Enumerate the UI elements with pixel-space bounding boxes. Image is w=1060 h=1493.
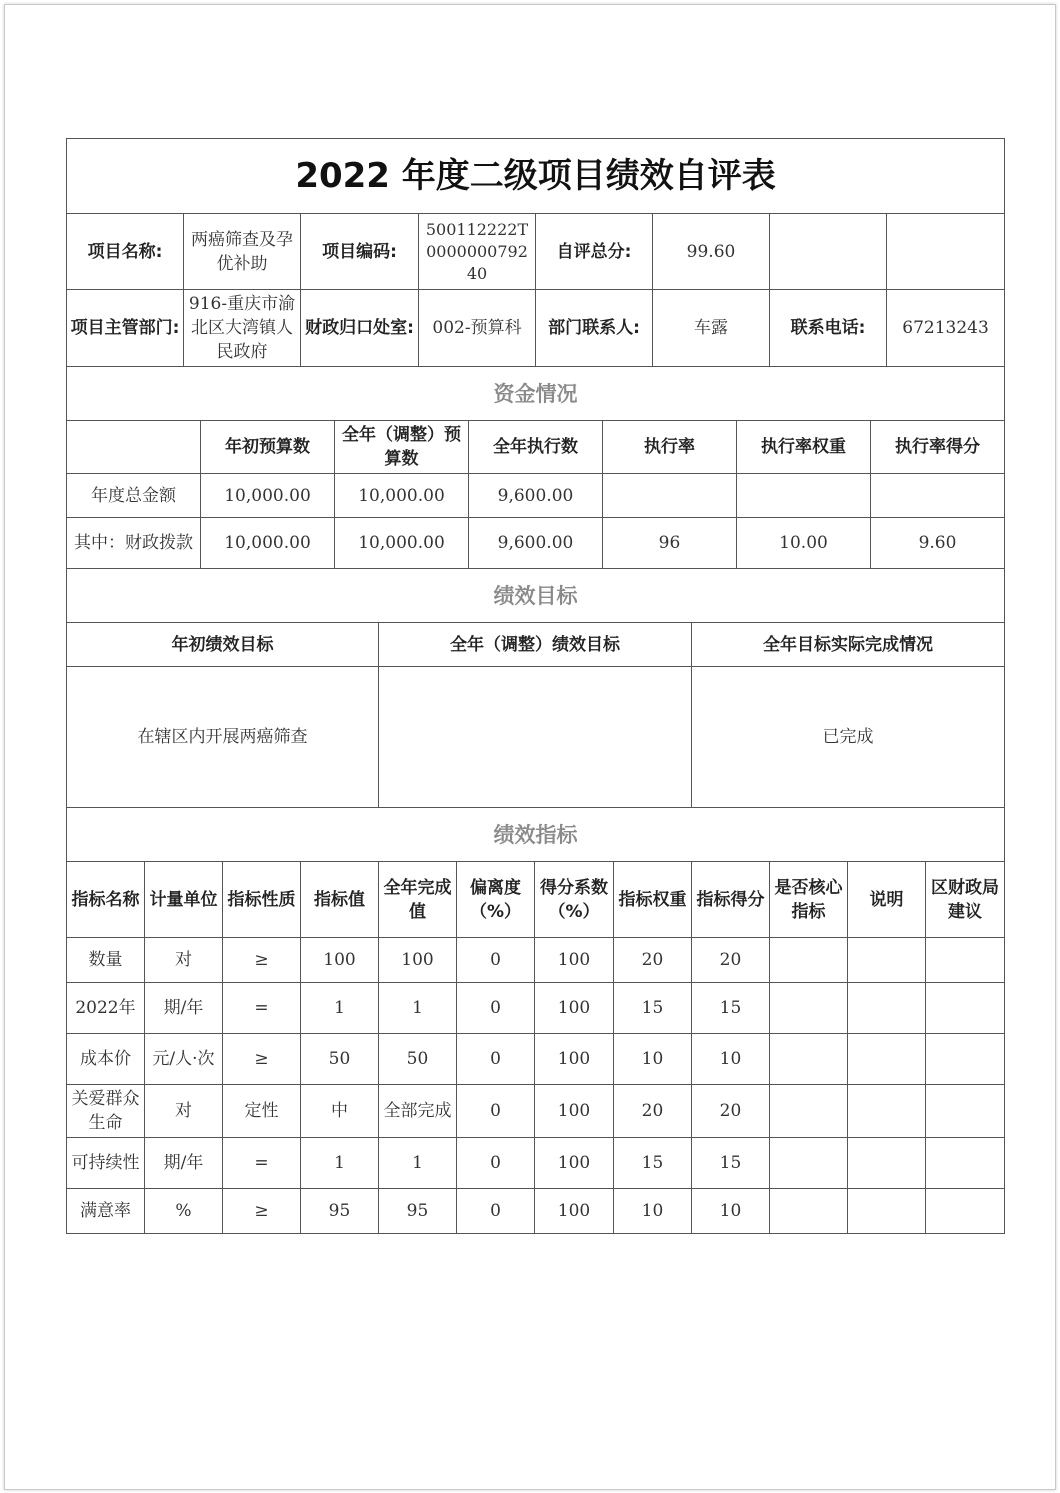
indicator-name: 可持续性 xyxy=(67,1138,145,1189)
indicator-deviation: 0 xyxy=(457,938,535,983)
adjusted-goal xyxy=(379,667,692,808)
indicator-unit: 对 xyxy=(145,1085,223,1138)
indicator-core xyxy=(770,1034,848,1085)
initial-goal: 在辖区内开展两癌筛查 xyxy=(67,667,379,808)
indicator-note xyxy=(848,1085,926,1138)
indicator-header: 指标得分 xyxy=(692,862,770,938)
goals-section-title: 绩效目标 xyxy=(67,569,1005,623)
funds-adjusted: 10,000.00 xyxy=(335,518,469,569)
indicator-target: 1 xyxy=(301,1138,379,1189)
indicator-weight: 10 xyxy=(614,1034,692,1085)
indicator-note xyxy=(848,938,926,983)
indicator-header: 是否核心指标 xyxy=(770,862,848,938)
indicator-deviation: 0 xyxy=(457,1085,535,1138)
funds-adjusted: 10,000.00 xyxy=(335,474,469,518)
dept-value: 916-重庆市渝北区大湾镇人民政府 xyxy=(184,290,301,367)
funds-header: 全年执行数 xyxy=(469,421,603,474)
funds-header: 年初预算数 xyxy=(201,421,335,474)
empty-cell xyxy=(770,214,887,290)
page-title: 2022 年度二级项目绩效自评表 xyxy=(67,139,1005,214)
goals-header: 全年目标实际完成情况 xyxy=(692,623,1005,667)
indicator-coef: 100 xyxy=(535,1189,614,1234)
indicator-target: 中 xyxy=(301,1085,379,1138)
dept-label: 项目主管部门: xyxy=(67,290,184,367)
indicator-target: 50 xyxy=(301,1034,379,1085)
indicator-name: 满意率 xyxy=(67,1189,145,1234)
contact-label: 部门联系人: xyxy=(536,290,653,367)
indicator-note xyxy=(848,983,926,1034)
project-name-label: 项目名称: xyxy=(67,214,184,290)
indicator-row xyxy=(67,1085,1005,1138)
indicator-core xyxy=(770,1138,848,1189)
indicator-header: 区财政局建议 xyxy=(926,862,1005,938)
funds-executed: 9,600.00 xyxy=(469,518,603,569)
indicator-advice xyxy=(926,1138,1005,1189)
indicator-row xyxy=(67,983,1005,1034)
indicator-actual: 50 xyxy=(379,1034,457,1085)
indicator-coef: 100 xyxy=(535,1085,614,1138)
indicator-header: 说明 xyxy=(848,862,926,938)
indicator-unit: 对 xyxy=(145,938,223,983)
funds-row-label: 年度总金额 xyxy=(67,474,201,518)
funds-initial: 10,000.00 xyxy=(201,518,335,569)
indicator-deviation: 0 xyxy=(457,1034,535,1085)
total-score-value: 99.60 xyxy=(653,214,770,290)
indicator-actual: 100 xyxy=(379,938,457,983)
finance-office-label: 财政归口处室: xyxy=(301,290,419,367)
indicator-advice xyxy=(926,1085,1005,1138)
indicator-name: 数量 xyxy=(67,938,145,983)
indicator-header: 指标名称 xyxy=(67,862,145,938)
indicator-score: 10 xyxy=(692,1189,770,1234)
indicator-target: 100 xyxy=(301,938,379,983)
indicator-score: 10 xyxy=(692,1034,770,1085)
funds-header: 执行率权重 xyxy=(737,421,871,474)
actual-completion: 已完成 xyxy=(692,667,1005,808)
indicators-section-title: 绩效指标 xyxy=(67,808,1005,862)
goals-table xyxy=(66,568,1005,808)
indicator-score: 20 xyxy=(692,938,770,983)
indicator-nature: ≥ xyxy=(223,1189,301,1234)
indicator-coef: 100 xyxy=(535,938,614,983)
indicator-header: 指标值 xyxy=(301,862,379,938)
indicator-coef: 100 xyxy=(535,983,614,1034)
funds-row xyxy=(67,518,1005,569)
indicator-weight: 15 xyxy=(614,983,692,1034)
phone-value: 67213243 xyxy=(887,290,1005,367)
funds-weight xyxy=(737,474,871,518)
goals-header: 全年（调整）绩效目标 xyxy=(379,623,692,667)
funds-section-title: 资金情况 xyxy=(67,367,1005,421)
indicator-nature: 定性 xyxy=(223,1085,301,1138)
empty-cell xyxy=(887,214,1005,290)
project-code-label: 项目编码: xyxy=(301,214,419,290)
indicator-header: 指标权重 xyxy=(614,862,692,938)
info-table xyxy=(66,138,1005,367)
funds-rate: 96 xyxy=(603,518,737,569)
indicator-header: 偏离度（%） xyxy=(457,862,535,938)
goals-header: 年初绩效目标 xyxy=(67,623,379,667)
indicator-advice xyxy=(926,983,1005,1034)
indicator-weight: 10 xyxy=(614,1189,692,1234)
funds-header: 全年（调整）预算数 xyxy=(335,421,469,474)
indicator-note xyxy=(848,1034,926,1085)
indicator-header: 得分系数（%） xyxy=(535,862,614,938)
indicator-actual: 1 xyxy=(379,983,457,1034)
indicator-row xyxy=(67,1034,1005,1085)
empty-cell xyxy=(67,421,201,474)
indicator-unit: 期/年 xyxy=(145,1138,223,1189)
indicator-deviation: 0 xyxy=(457,1189,535,1234)
indicator-header: 全年完成值 xyxy=(379,862,457,938)
indicator-name: 2022年 xyxy=(67,983,145,1034)
indicator-row xyxy=(67,938,1005,983)
funds-rate xyxy=(603,474,737,518)
funds-table xyxy=(66,366,1005,569)
indicator-advice xyxy=(926,938,1005,983)
indicator-nature: ≥ xyxy=(223,1034,301,1085)
total-score-label: 自评总分: xyxy=(536,214,653,290)
funds-header: 执行率得分 xyxy=(871,421,1005,474)
indicator-deviation: 0 xyxy=(457,1138,535,1189)
document-page xyxy=(4,4,1056,1490)
indicator-advice xyxy=(926,1189,1005,1234)
indicator-score: 15 xyxy=(692,1138,770,1189)
indicator-row xyxy=(67,1138,1005,1189)
indicator-note xyxy=(848,1138,926,1189)
indicator-row xyxy=(67,1189,1005,1234)
indicator-nature: ≥ xyxy=(223,938,301,983)
phone-label: 联系电话: xyxy=(770,290,887,367)
indicator-target: 1 xyxy=(301,983,379,1034)
evaluation-form xyxy=(66,138,1004,1234)
indicator-coef: 100 xyxy=(535,1034,614,1085)
indicator-unit: 元/人·次 xyxy=(145,1034,223,1085)
contact-value: 车露 xyxy=(653,290,770,367)
indicator-weight: 15 xyxy=(614,1138,692,1189)
indicator-deviation: 0 xyxy=(457,983,535,1034)
indicator-advice xyxy=(926,1034,1005,1085)
indicator-name: 关爱群众生命 xyxy=(67,1085,145,1138)
indicator-nature: = xyxy=(223,983,301,1034)
indicator-core xyxy=(770,1189,848,1234)
indicator-unit: % xyxy=(145,1189,223,1234)
indicator-core xyxy=(770,983,848,1034)
indicator-actual: 95 xyxy=(379,1189,457,1234)
indicator-header: 计量单位 xyxy=(145,862,223,938)
indicator-actual: 全部完成 xyxy=(379,1085,457,1138)
indicator-unit: 期/年 xyxy=(145,983,223,1034)
project-code-value: 500112222T000000079240 xyxy=(419,214,536,290)
indicator-core xyxy=(770,1085,848,1138)
indicator-weight: 20 xyxy=(614,1085,692,1138)
funds-score xyxy=(871,474,1005,518)
indicator-name: 成本价 xyxy=(67,1034,145,1085)
indicators-table xyxy=(66,807,1005,1234)
funds-executed: 9,600.00 xyxy=(469,474,603,518)
indicator-target: 95 xyxy=(301,1189,379,1234)
funds-row-label: 其中：财政拨款 xyxy=(67,518,201,569)
indicator-weight: 20 xyxy=(614,938,692,983)
indicator-header: 指标性质 xyxy=(223,862,301,938)
indicator-score: 20 xyxy=(692,1085,770,1138)
funds-header: 执行率 xyxy=(603,421,737,474)
project-name-value: 两癌筛查及孕优补助 xyxy=(184,214,301,290)
indicator-nature: = xyxy=(223,1138,301,1189)
funds-initial: 10,000.00 xyxy=(201,474,335,518)
indicator-note xyxy=(848,1189,926,1234)
funds-score: 9.60 xyxy=(871,518,1005,569)
funds-weight: 10.00 xyxy=(737,518,871,569)
funds-row xyxy=(67,474,1005,518)
finance-office-value: 002-预算科 xyxy=(419,290,536,367)
indicator-score: 15 xyxy=(692,983,770,1034)
indicator-core xyxy=(770,938,848,983)
indicator-coef: 100 xyxy=(535,1138,614,1189)
indicator-actual: 1 xyxy=(379,1138,457,1189)
